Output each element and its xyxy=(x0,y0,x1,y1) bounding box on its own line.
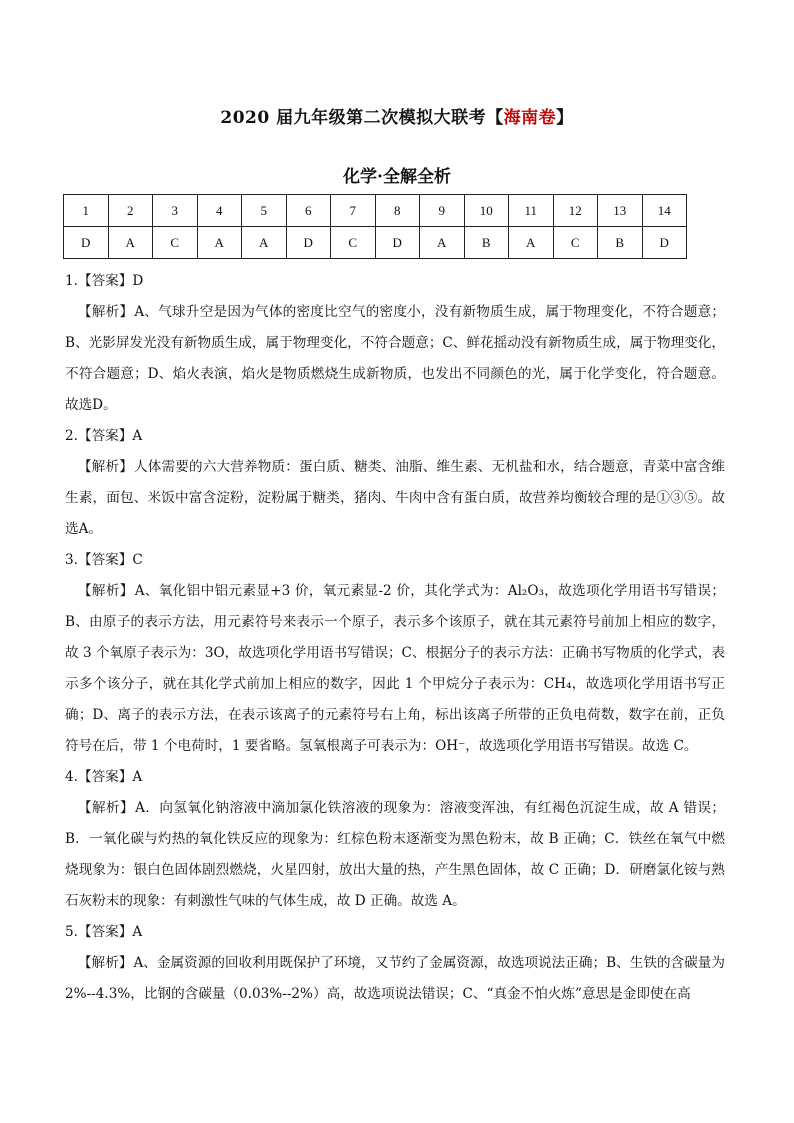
analysis-paragraph xyxy=(65,793,725,917)
answer-cell: A xyxy=(242,227,287,259)
answer-line: 2.【答案】A xyxy=(65,428,143,444)
analysis-paragraph xyxy=(65,452,725,545)
answer-cell: C xyxy=(331,227,376,259)
answer-cell: D xyxy=(64,227,109,259)
question-number-cell: 6 xyxy=(286,195,331,227)
question-block xyxy=(65,266,725,421)
answer-cell: A xyxy=(420,227,465,259)
answer-cell: A xyxy=(108,227,153,259)
answer-table-answer-row xyxy=(64,227,687,259)
answer-cell: B xyxy=(598,227,643,259)
answer-line: 3.【答案】C xyxy=(65,552,143,568)
analysis-text: A、氧化铝中铝元素显+3 价，氧元素显-2 价，其化学式为：Al₂O₃，故选项化学用语书写错误；B、由原子的表示方法，用元素符号来表示一个原子，表示多个该原子，就在其元素符号前加上相应的数字，故 3 个氧原子表示为：3O，故选项化学用语书写错误；C、根据分子的表示方法：正确书写物质的化学式，表示多个该分子，就在其化学式前加上相应的数字，因此 1 个甲烷分子表示为：CH₄，故选项化学用语书写正确；D、离子的表示方法，在表示该离子的元素符号右上角，标出该离子所带的正负电荷数，数字在前，正负符号在后，带 1 个电荷时，1 要省略。氢氧根离子可表示为：OH⁻，故选项化学用语书写错误。故选 C。 xyxy=(65,583,726,754)
answer-cell: A xyxy=(197,227,242,259)
question-number-cell: 3 xyxy=(153,195,198,227)
analysis-text: 人体需要的六大营养物质：蛋白质、糖类、油脂、维生素、无机盐和水，结合题意，青菜中富含维生素，面包、米饭中富含淀粉，淀粉属于糖类，猪肉、牛肉中含有蛋白质，故营养均衡较合理的是①③⑤。故选A。 xyxy=(65,459,726,537)
question-number-cell: 9 xyxy=(420,195,465,227)
analysis-text: A．向氢氧化钠溶液中滴加氯化铁溶液的现象为：溶液变浑浊，有红褐色沉淀生成，故 A 错误；B．一氧化碳与灼热的氧化铁反应的现象为：红棕色粉末逐渐变为黑色粉末，故 B 正确；C．铁丝在氧气中燃烧现象为：银白色固体剧烈燃烧，火星四射，放出大量的热，产生黑色固体，故 C 正确；D．研磨氯化铵与熟石灰粉末的现象：有刺激性气味的气体生成，故 D 正确。故选 A。 xyxy=(65,800,726,909)
question-number-cell: 7 xyxy=(331,195,376,227)
answer-cell: A xyxy=(509,227,554,259)
answer-cell: D xyxy=(375,227,420,259)
question-block xyxy=(65,545,725,762)
question-number-cell: 14 xyxy=(642,195,687,227)
question-number-cell: 2 xyxy=(108,195,153,227)
answer-cell: D xyxy=(642,227,687,259)
analysis-label: 【解析】 xyxy=(78,800,135,816)
question-number-cell: 8 xyxy=(375,195,420,227)
analysis-paragraph xyxy=(65,576,725,762)
analysis-paragraph xyxy=(65,297,725,421)
answer-cell: B xyxy=(464,227,509,259)
analysis-text: A、气球升空是因为气体的密度比空气的密度小，没有新物质生成，属于物理变化，不符合题意；B、光影屏发光没有新物质生成，属于物理变化，不符合题意；C、鲜花摇动没有新物质生成，属于物理变化，不符合题意；D、焰火表演，焰火是物质燃烧生成新物质，也发出不同颜色的光，属于化学变化，符合题意。故选D。 xyxy=(65,304,725,413)
analysis-label: 【解析】 xyxy=(78,955,133,971)
question-block xyxy=(65,762,725,917)
answer-line: 4.【答案】A xyxy=(65,769,143,785)
question-number-cell: 10 xyxy=(464,195,509,227)
question-number-cell: 13 xyxy=(598,195,643,227)
title-text: 2020 届九年级第二次模拟大联考 xyxy=(220,108,487,128)
question-number-cell: 11 xyxy=(509,195,554,227)
question-number-cell: 12 xyxy=(553,195,598,227)
title-bracket-close: 】 xyxy=(556,108,574,128)
answer-cell: C xyxy=(553,227,598,259)
answer-cell: D xyxy=(286,227,331,259)
analysis-label: 【解析】 xyxy=(78,459,133,475)
title-bracket-open: 【 xyxy=(486,108,504,128)
question-number-cell: 5 xyxy=(242,195,287,227)
answer-line: 1.【答案】D xyxy=(65,273,144,289)
question-block xyxy=(65,917,725,1010)
analysis-text: A、金属资源的回收利用既保护了环境，又节约了金属资源，故选项说法正确；B、生铁的含碳量为 2%--4.3%，比钢的含碳量（0.03%--2%）高，故选项说法错误；C、“真金不怕火炼”意思是金即使在高 xyxy=(65,955,725,1002)
answer-table xyxy=(63,194,687,259)
question-number-cell: 4 xyxy=(197,195,242,227)
analysis-label: 【解析】 xyxy=(78,583,134,599)
question-block xyxy=(65,421,725,545)
answer-line: 5.【答案】A xyxy=(65,924,143,940)
analysis-label: 【解析】 xyxy=(78,304,134,320)
analysis-content xyxy=(65,266,725,1010)
answer-table-number-row xyxy=(64,195,687,227)
page-title xyxy=(0,103,794,128)
answer-cell: C xyxy=(153,227,198,259)
analysis-paragraph xyxy=(65,948,725,1010)
question-number-cell: 1 xyxy=(64,195,109,227)
page-subtitle: 化学·全解全析 xyxy=(343,167,451,187)
title-region: 海南卷 xyxy=(503,108,557,128)
